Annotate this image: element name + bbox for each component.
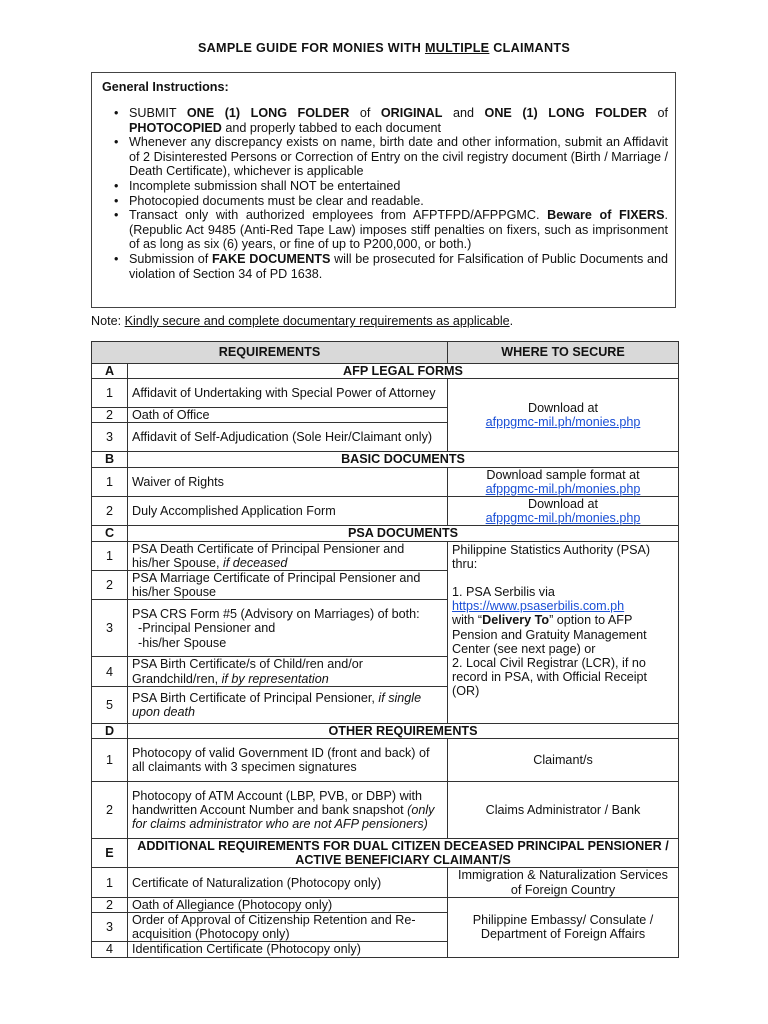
row-number: 1: [92, 379, 128, 408]
table-row: [92, 467, 679, 496]
instruction-item: • Incomplete submission shall NOT be entertained: [102, 179, 668, 194]
requirement-text: Duly Accomplished Application Form: [128, 497, 448, 526]
page-title: SAMPLE GUIDE FOR MONIES WITH MULTIPLE CLAIMANTS: [197, 41, 571, 55]
requirement-text: PSA CRS Form #5 (Advisory on Marriages) of both: -Principal Pensioner and -his/her Spouse: [128, 600, 448, 657]
requirement-text: Photocopy of ATM Account (LBP, PVB, or DBP) with handwritten Account Number and bank snapshot (only for claims administrator who are not AFP pensioners): [128, 782, 448, 839]
where-to-secure: Claimant/s: [448, 739, 679, 782]
section-title: OTHER REQUIREMENTS: [128, 723, 679, 738]
instructions-list: [102, 106, 668, 281]
requirement-text: Waiver of Rights: [128, 467, 448, 496]
requirement-text: PSA Birth Certificate/s of Child/ren and/or Grandchild/ren, if by representation: [128, 657, 448, 686]
monies-download-link[interactable]: afppgmc-mil.ph/monies.php: [485, 511, 641, 526]
instruction-item: • Submission of FAKE DOCUMENTS will be prosecuted for Falsification of Public Documents and violation of Section 34 of PD 1638.: [102, 252, 668, 281]
requirement-text: PSA Birth Certificate of Principal Pensioner, if single upon death: [128, 686, 448, 723]
section-letter: A: [92, 364, 128, 379]
instruction-item: • Photocopied documents must be clear and readable.: [102, 194, 668, 209]
row-number: 1: [92, 467, 128, 496]
monies-download-link[interactable]: afppgmc-mil.ph/monies.php: [485, 481, 641, 496]
table-row: [92, 541, 679, 570]
section-letter: E: [92, 839, 128, 868]
note-line: Note: Kindly secure and complete documentary requirements as applicable.: [91, 314, 514, 328]
section-letter: C: [92, 526, 128, 541]
section-title: AFP LEGAL FORMS: [128, 364, 679, 379]
table-row: [92, 868, 679, 897]
section-letter: B: [92, 452, 128, 467]
instructions-heading: General Instructions:: [102, 80, 229, 94]
psa-where-to-secure: [448, 541, 679, 723]
requirement-text: PSA Marriage Certificate of Principal Pensioner and his/her Spouse: [128, 571, 448, 600]
row-number: 5: [92, 686, 128, 723]
requirement-text: Certificate of Naturalization (Photocopy only): [128, 868, 448, 897]
general-instructions-box: [91, 72, 676, 308]
psa-serbilis-link[interactable]: https://www.psaserbilis.com.ph: [452, 599, 625, 614]
table-row: [92, 739, 679, 782]
requirement-text: Oath of Allegiance (Photocopy only): [128, 897, 448, 912]
section-row-a: [92, 364, 679, 379]
section-title: PSA DOCUMENTS: [128, 526, 679, 541]
section-row-c: [92, 526, 679, 541]
where-to-secure: [448, 497, 679, 526]
psa-delivery-note: with “Delivery To” option to AFP Pension and Gratuity Management Center (see next page) or: [452, 613, 647, 656]
row-number: 4: [92, 942, 128, 957]
requirement-text: Affidavit of Undertaking with Special Power of Attorney: [128, 379, 448, 408]
where-to-secure-header: WHERE TO SECURE: [448, 342, 679, 364]
psa-option-1: 1. PSA Serbilis via: [452, 585, 555, 600]
requirement-text: Affidavit of Self-Adjudication (Sole Heir/Claimant only): [128, 423, 448, 452]
row-number: 3: [92, 600, 128, 657]
requirement-text: Oath of Office: [128, 408, 448, 423]
row-number: 4: [92, 657, 128, 686]
monies-download-link[interactable]: afppgmc-mil.ph/monies.php: [485, 415, 641, 430]
row-number: 1: [92, 541, 128, 570]
section-letter: D: [92, 723, 128, 738]
requirement-text: Order of Approval of Citizenship Retention and Re-acquisition (Photocopy only): [128, 913, 448, 942]
section-row-d: [92, 723, 679, 738]
table-row: [92, 497, 679, 526]
requirement-text: Photocopy of valid Government ID (front and back) of all claimants with 3 specimen signatures: [128, 739, 448, 782]
section-title: BASIC DOCUMENTS: [128, 452, 679, 467]
row-number: 2: [92, 897, 128, 912]
row-number: 2: [92, 782, 128, 839]
instruction-item: • Whenever any discrepancy exists on name, birth date and other information, submit an Affidavit of 2 Disinterested Persons or Correction of Entry on the civil registry document (Birth / Marriage / Death Certificate), whichever is applicable: [102, 135, 668, 179]
psa-intro: Philippine Statistics Authority (PSA) thru:: [452, 542, 651, 571]
where-text: Download sample format at: [486, 467, 640, 482]
where-to-secure: Claims Administrator / Bank: [448, 782, 679, 839]
section-title: ADDITIONAL REQUIREMENTS FOR DUAL CITIZEN DECEASED PRINCIPAL PENSIONER / ACTIVE BENEFICIARY CLAIMANT/S: [128, 839, 679, 868]
psa-option-2: 2. Local Civil Registrar (LCR), if no record in PSA, with Official Receipt (OR): [452, 656, 648, 699]
where-to-secure: [448, 379, 679, 452]
requirements-header: REQUIREMENTS: [92, 342, 448, 364]
instruction-item: • Transact only with authorized employees from AFPTFPD/AFPPGMC. Beware of FIXERS. (Republic Act 9485 (Anti-Red Tape Law) imposes stiff penalties on fixers, such as imprisonment of as long as six (6) years, or fine of up to P200,000, or both.): [102, 208, 668, 252]
row-number: 1: [92, 868, 128, 897]
where-text: Download at: [527, 497, 598, 512]
instruction-item: • SUBMIT ONE (1) LONG FOLDER of ORIGINAL and ONE (1) LONG FOLDER of PHOTOCOPIED and properly tabbed to each document: [102, 106, 668, 135]
table-row: [92, 379, 679, 408]
where-to-secure: [448, 467, 679, 496]
table-row: [92, 782, 679, 839]
row-number: 3: [92, 423, 128, 452]
row-number: 2: [92, 571, 128, 600]
row-number: 3: [92, 913, 128, 942]
section-row-e: [92, 839, 679, 868]
where-to-secure: Immigration & Naturalization Services of Foreign Country: [448, 868, 679, 897]
row-number: 2: [92, 497, 128, 526]
requirement-text: Identification Certificate (Photocopy only): [128, 942, 448, 957]
requirements-table: [91, 341, 679, 958]
section-row-b: [92, 452, 679, 467]
where-to-secure: Philippine Embassy/ Consulate / Department of Foreign Affairs: [448, 897, 679, 957]
where-text: Download at: [527, 401, 598, 416]
table-header-row: [92, 342, 679, 364]
requirement-text: PSA Death Certificate of Principal Pensioner and his/her Spouse, if deceased: [128, 541, 448, 570]
table-row: [92, 897, 679, 912]
row-number: 1: [92, 739, 128, 782]
row-number: 2: [92, 408, 128, 423]
